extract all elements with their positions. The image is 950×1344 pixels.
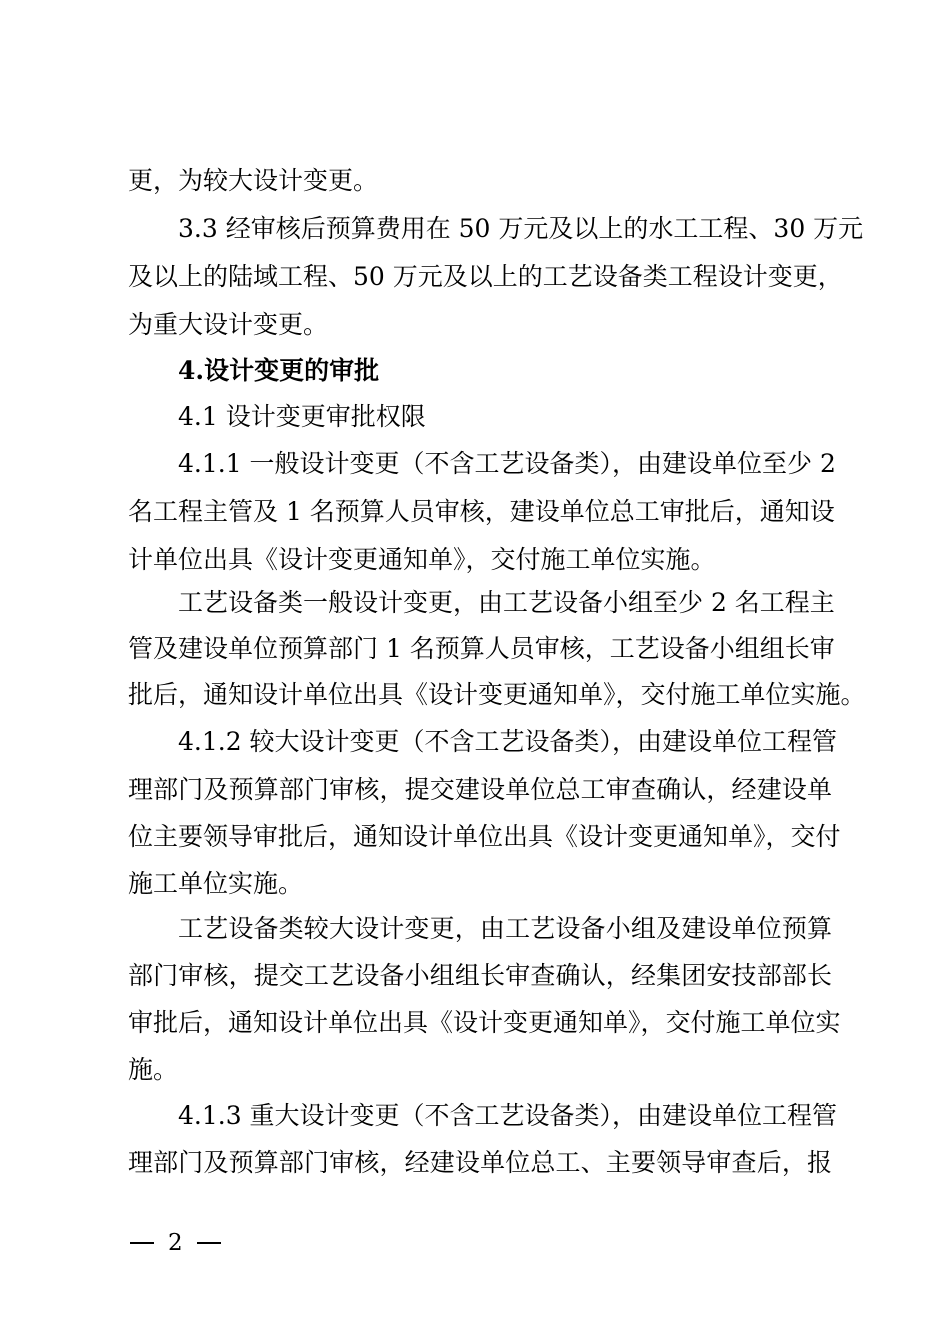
text-line: 施工单位实施。 — [128, 869, 304, 898]
text-line: 为重大设计变更。 — [128, 310, 329, 339]
text-line: 工艺设备类较大设计变更，由工艺设备小组及建设单位预算 — [178, 914, 832, 943]
page-footer — [130, 1226, 221, 1260]
section-heading: 4.设计变更的审批 — [178, 356, 380, 385]
text-line: 4.1.2 较大设计变更（不含工艺设备类），由建设单位工程管 — [178, 727, 838, 756]
text-line: 4.1.3 重大设计变更（不含工艺设备类），由建设单位工程管 — [178, 1101, 838, 1130]
text-line: 施。 — [128, 1055, 179, 1084]
footer-dash-left — [130, 1242, 154, 1244]
text-line: 管及建设单位预算部门 1 名预算人员审核，工艺设备小组组长审 — [128, 634, 835, 663]
text-line: 批后，通知设计单位出具《设计变更通知单》，交付施工单位实施。 — [128, 680, 866, 709]
text-line: 位主要领导审批后，通知设计单位出具《设计变更通知单》，交付 — [128, 822, 841, 851]
footer-dash-right — [197, 1242, 221, 1244]
text-line: 理部门及预算部门审核，提交建设单位总工审查确认，经建设单 — [128, 775, 832, 804]
text-line: 更，为较大设计变更。 — [128, 166, 379, 195]
subsection-heading: 4.1 设计变更审批权限 — [178, 402, 426, 431]
text-line: 理部门及预算部门审核，经建设单位总工、主要领导审查后，报 — [128, 1148, 832, 1177]
page-number: 2 — [168, 1230, 183, 1256]
text-line: 3.3 经审核后预算费用在 50 万元及以上的水工工程、30 万元 — [178, 214, 864, 243]
text-line: 工艺设备类一般设计变更，由工艺设备小组至少 2 名工程主 — [178, 588, 835, 617]
text-line: 名工程主管及 1 名预算人员审核，建设单位总工审批后，通知设 — [128, 497, 835, 526]
text-line: 审批后，通知设计单位出具《设计变更通知单》，交付施工单位实 — [128, 1008, 841, 1037]
text-line: 部门审核，提交工艺设备小组组长审查确认，经集团安技部部长 — [128, 961, 832, 990]
text-line: 计单位出具《设计变更通知单》，交付施工单位实施。 — [128, 545, 716, 574]
text-line: 4.1.1 一般设计变更（不含工艺设备类），由建设单位至少 2 — [178, 449, 836, 478]
text-line: 及以上的陆域工程、50 万元及以上的工艺设备类工程设计变更， — [128, 262, 843, 291]
